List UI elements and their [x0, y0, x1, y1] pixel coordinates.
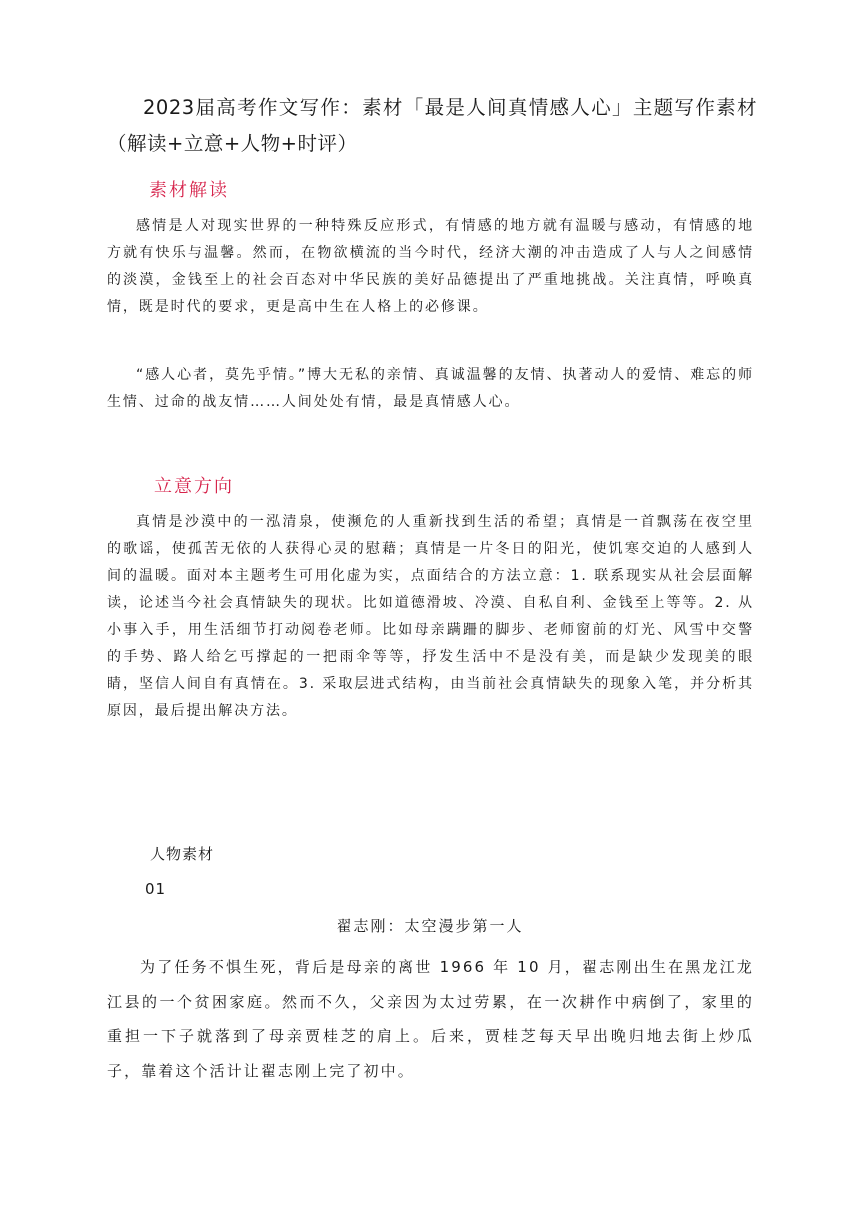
section-heading-people: 人物素材 — [150, 845, 215, 863]
section-heading-material: 素材解读 — [149, 180, 229, 201]
direction-paragraph: 真情是沙漠中的一泓清泉，使濒危的人重新找到生活的希望；真情是一首飘荡在夜空里的歌谣，使孤苦无依的人获得心灵的慰藉；真情是一片冬日的阳光，使饥寒交迫的人感到人间的温暖。面对本主题考生可用化虚为实，点面结合的方法立意：1. 联系现实从社会层面解读，论述当今社会真情缺失的现状。比如道德滑坡、冷漠、自私自利、金钱至上等等。2. 从小事入手，用生活细节打动阅卷老师。比如母亲蹒跚的脚步、老师窗前的灯光、风雪中交警的手势、路人给乞丐撑起的一把雨伞等等，抒发生活中不是没有美，而是缺少发现美的眼睛，坚信人间自有真情在。3. 采取层进式结构，由当前社会真情缺失的现象入笔，并分析其原因，最后提出解决方法。 — [107, 514, 754, 719]
item-number: 01 — [145, 880, 167, 898]
document-title: 2023届高考作文写作：素材「最是人间真情感人心」主题写作素材（解读+立意+人物+时评） — [107, 96, 757, 155]
section-heading-direction: 立意方向 — [154, 476, 234, 497]
material-paragraph-1: 感情是人对现实世界的一种特殊反应形式，有情感的地方就有温暖与感动，有情感的地方就有快乐与温馨。然而，在物欲横流的当今时代，经济大潮的冲击造成了人与人之间感情的淡漠，金钱至上的社会百态对中华民族的美好品德提出了严重地挑战。关注真情，呼唤真情，既是时代的要求，更是高中生在人格上的必修课。 — [107, 218, 754, 315]
story-title: 翟志刚：太空漫步第一人 — [336, 917, 524, 935]
material-paragraph-2: “感人心者，莫先乎情。”博大无私的亲情、真诚温馨的友情、执著动人的爱情、难忘的师生情、过命的战友情……人间处处有情，最是真情感人心。 — [107, 367, 754, 410]
story-paragraph: 为了任务不惧生死，背后是母亲的离世 1966 年 10 月，翟志刚出生在黑龙江龙江县的一个贫困家庭。然而不久，父亲因为太过劳累，在一次耕作中病倒了，家里的重担一下子就落到了母亲贾桂芝的肩上。后来，贾桂芝每天早出晚归地去街上炒瓜子，靠着这个活计让翟志刚上完了初中。 — [107, 958, 754, 1080]
